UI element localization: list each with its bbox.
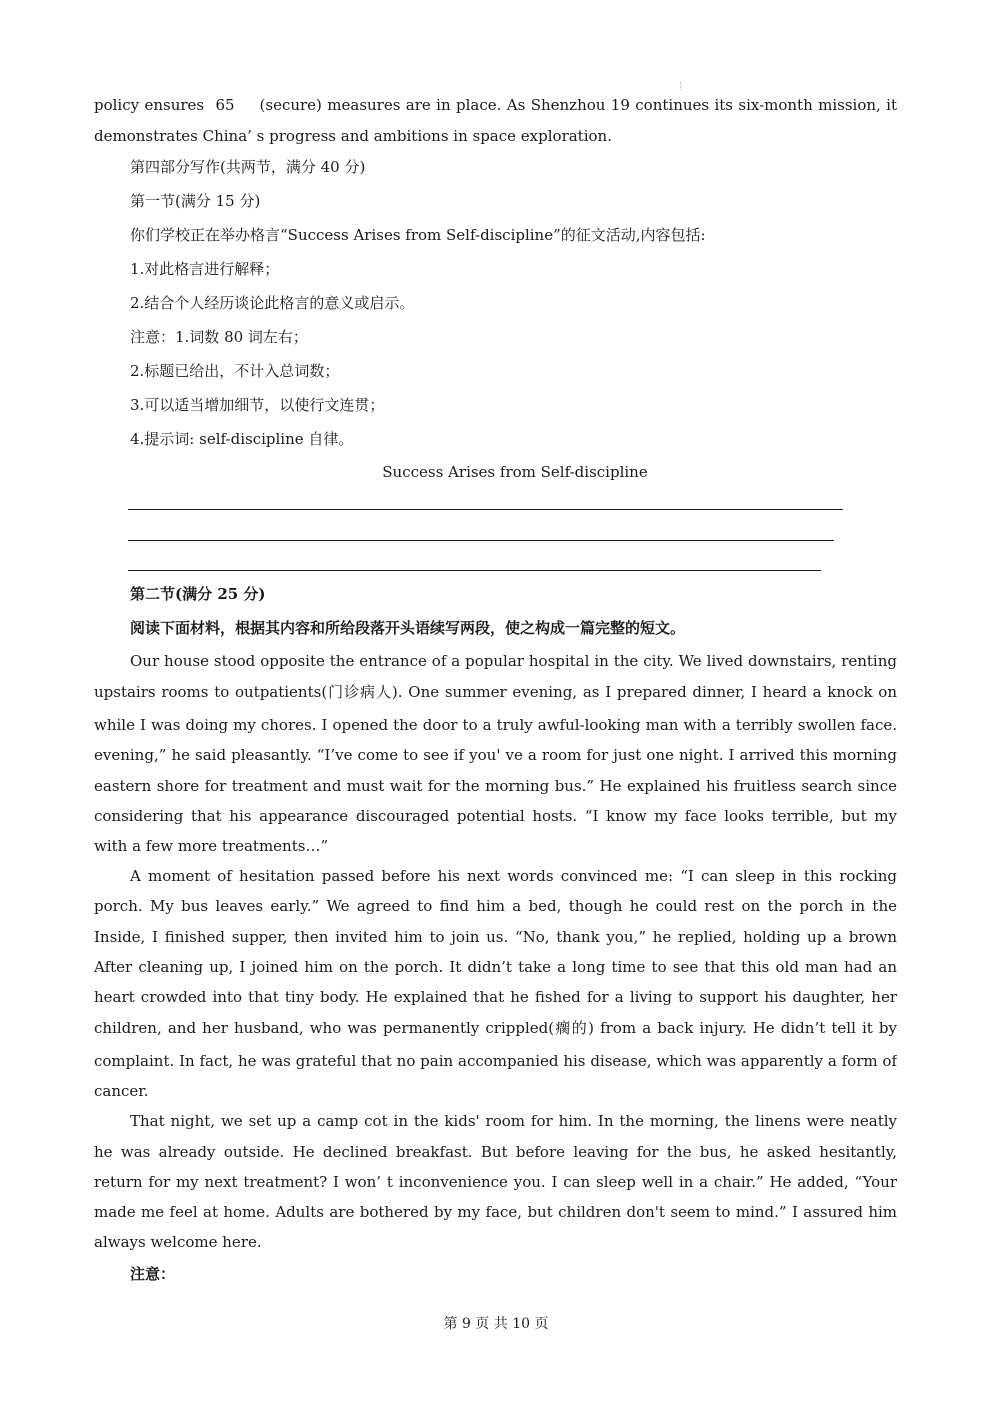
essay-title: Success Arises from Self-discipline <box>382 463 648 481</box>
passage-line: evening,” he said pleasantly. “I’ve come to see if you' ve a room for just one night. I arrived this morning <box>94 746 897 764</box>
passage-line: while I was doing my chores. I opened the door to a truly awful-looking man with a terribly swollen face. <box>94 716 897 734</box>
line1-pre: policy ensures <box>94 96 210 114</box>
section2-heading: 第二节(满分 25 分) <box>130 585 266 603</box>
passage-line: return for my next treatment? I won’ t inconvenience you. I can sleep well in a chair.” He added, “Your <box>94 1173 897 1191</box>
passage-line: heart crowded into that tiny body. He explained that he fished for a living to support his daughter, her <box>94 988 897 1006</box>
passage-line: considering that his appearance discouraged potential hosts. “I know my face looks terrible, but my <box>94 807 897 825</box>
note-item: 4.提示词: self-discipline 自律。 <box>130 430 354 448</box>
passage-line: upstairs rooms to outpatients(门诊病人). One summer evening, as I prepared dinner, I heard a knock on <box>94 683 897 701</box>
section1-heading: 第一节(满分 15 分) <box>130 192 261 210</box>
passage-line: complaint. In fact, he was grateful that no pain accompanied his disease, which was apparently a form of <box>94 1052 897 1070</box>
note-item: 2.标题已给出，不计入总词数； <box>130 362 340 380</box>
note-item: 3.可以适当增加细节，以使行文连贯； <box>130 396 385 414</box>
passage-line <box>94 95 897 115</box>
writing-line <box>128 509 843 510</box>
passage-line: porch. My bus leaves early.” We agreed to find him a bed, though he could rest on the porch in the <box>94 897 897 915</box>
passage-line: A moment of hesitation passed before his next words convinced me: “I can sleep in this rocking <box>130 867 897 885</box>
passage-line: Our house stood opposite the entrance of a popular hospital in the city. We lived downstairs, renting <box>130 652 897 670</box>
passage-line: he was already outside. He declined breakfast. But before leaving for the bus, he asked hesitantly, <box>94 1143 897 1161</box>
passage-line: Inside, I finished supper, then invited him to join us. “No, thank you,” he replied, holding up a brown <box>94 928 897 946</box>
note-item: 注意：1.词数 80 词左右； <box>130 328 308 346</box>
writing-line <box>128 540 834 541</box>
attention-label: 注意： <box>130 1265 176 1283</box>
passage-line: with a few more treatments…” <box>94 837 329 855</box>
section1-item: 2.结合个人经历谈论此格言的意义或启示。 <box>130 294 415 312</box>
section1-item: 1.对此格言进行解释； <box>130 260 280 278</box>
passage-line: eastern shore for treatment and must wait for the morning bus.” He explained his fruitless search since <box>94 777 897 795</box>
passage-line: That night, we set up a camp cot in the kids' room for him. In the morning, the linens were neatly <box>130 1112 897 1130</box>
passage-line: made me feel at home. Adults are bothered by my face, but children don't seem to mind.” I assured him <box>94 1203 897 1221</box>
passage-line: cancer. <box>94 1082 149 1100</box>
passage-line: children, and her husband, who was permanently crippled(瘸的) from a back injury. He didn’t tell it by <box>94 1019 897 1037</box>
passage-line: After cleaning up, I joined him on the porch. It didn’t take a long time to see that this old man had an <box>94 958 897 976</box>
writing-line <box>128 570 821 571</box>
answer-blank-65: 65 <box>210 95 260 115</box>
passage-line: demonstrates China’ s progress and ambitions in space exploration. <box>94 127 612 145</box>
section2-instruction: 阅读下面材料，根据其内容和所给段落开头语续写两段，使之构成一篇完整的短文。 <box>130 619 686 637</box>
scan-mark <box>680 82 681 90</box>
section1-prompt: 你们学校正在举办格言“Success Arises from Self-discipline”的征文活动,内容包括: <box>130 226 706 244</box>
line1-post: (secure) measures are in place. As Shenzhou 19 continues its six-month mission, it <box>259 96 897 114</box>
page-footer: 第 9 页 共 10 页 <box>443 1316 549 1332</box>
part4-heading: 第四部分写作(共两节，满分 40 分) <box>130 158 366 176</box>
passage-line: always welcome here. <box>94 1233 262 1251</box>
